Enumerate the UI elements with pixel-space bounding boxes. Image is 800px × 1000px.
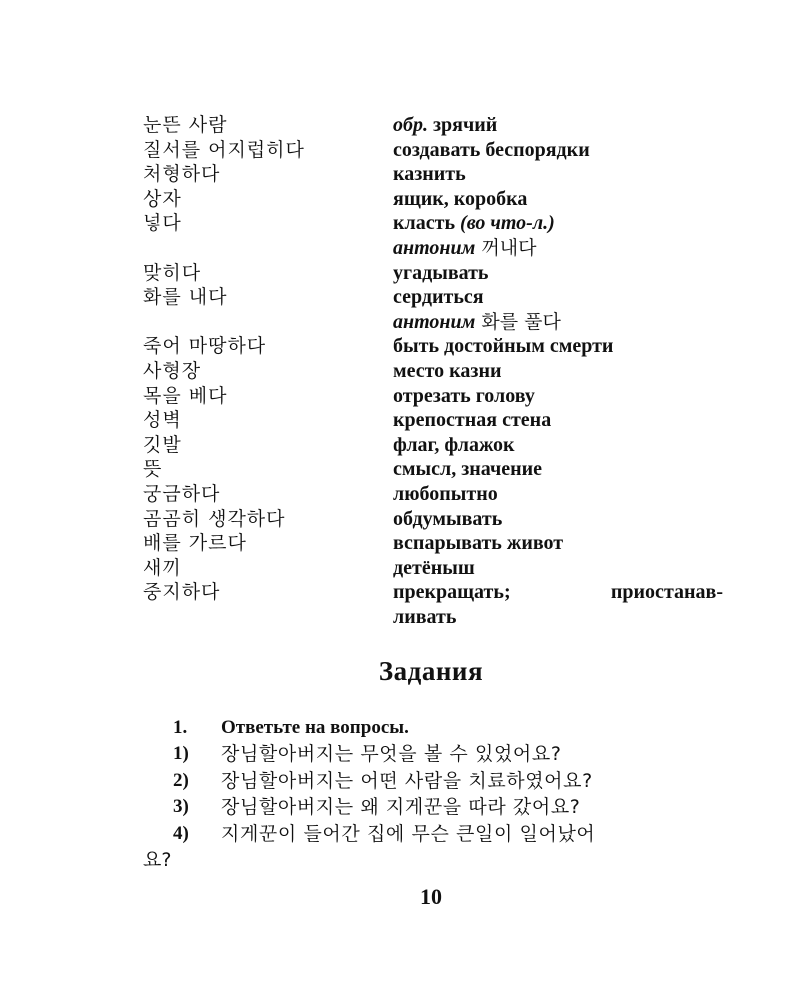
korean-term: 처형하다: [143, 163, 221, 186]
korean-term: 죽어 마땅하다: [143, 335, 267, 358]
korean-term: 깃발: [143, 433, 182, 456]
russian-translation: крепостная стена: [393, 409, 552, 432]
russian-translation: вспарывать живот: [393, 532, 564, 555]
korean-term: 새끼: [143, 556, 182, 579]
question-item: [143, 768, 723, 795]
antonym-label: антоним: [393, 310, 476, 333]
vocab-row: [143, 531, 723, 556]
vocab-row: [143, 507, 723, 532]
vocab-row: [143, 211, 723, 236]
antonym-note: [393, 236, 723, 261]
antonym-note: [393, 310, 723, 335]
question-item: [143, 821, 723, 848]
question-number: 4): [173, 822, 189, 844]
translation-continuation: ливать: [393, 605, 457, 628]
vocab-row: [143, 605, 723, 630]
tasks-section: [143, 715, 723, 874]
vocab-row: [143, 457, 723, 482]
russian-translation: ящик, коробка: [393, 187, 528, 210]
question-number: 1): [173, 743, 189, 764]
russian-translation: место казни: [393, 359, 502, 382]
russian-translation: флаг, флажок: [393, 433, 515, 456]
question-text: 장님할아버지는 무엇을 볼 수 있었어요?: [221, 743, 562, 765]
vocab-row: [143, 580, 723, 605]
korean-term: 곰곰히 생각하다: [143, 507, 286, 530]
russian-translation: [393, 580, 723, 605]
russian-translation: создавать беспорядки: [393, 138, 590, 161]
vocab-row: [143, 236, 723, 261]
section-heading: Задания: [378, 656, 484, 686]
russian-translation: [393, 113, 723, 138]
vocab-row: [143, 162, 723, 187]
question-text: 지게꾼이 들어간 집에 무슨 큰일이 일어났어: [221, 822, 596, 845]
question-item: [143, 741, 723, 768]
page-number: 10: [420, 884, 442, 909]
question-text: 장님할아버지는 어떤 사람을 치료하였어요?: [221, 769, 593, 792]
vocab-row: [143, 433, 723, 458]
task-header: [143, 715, 723, 741]
translation-text: класть: [393, 212, 461, 235]
question-text: 장님할아버지는 왜 지게꾼을 따라 갔어요?: [221, 796, 581, 818]
vocab-row: [143, 285, 723, 310]
korean-term: 질서를 어지럽히다: [143, 138, 305, 161]
korean-term: 상자: [143, 187, 182, 210]
question-continuation: 요?: [143, 849, 172, 871]
vocab-row: [143, 556, 723, 581]
task-number: 1.: [173, 717, 188, 738]
vocab-row: [143, 138, 723, 163]
vocab-row: [143, 384, 723, 409]
vocab-row: [143, 310, 723, 335]
korean-term: 눈뜬 사람: [143, 114, 228, 136]
russian-translation: любопытно: [393, 482, 498, 505]
korean-term: 배를 가르다: [143, 532, 247, 555]
vocabulary-list: [143, 113, 723, 629]
antonym-label: антоним: [393, 236, 476, 259]
antonym-korean: 화를 풀다: [475, 310, 561, 333]
question-item: [143, 794, 723, 821]
vocab-row: [143, 334, 723, 359]
korean-term: 중지하다: [143, 581, 221, 604]
task-title: Ответьте на вопросы.: [221, 717, 409, 738]
vocab-row: [143, 408, 723, 433]
russian-translation: смысл, значение: [393, 458, 543, 481]
translation-text: зрячий: [427, 114, 498, 136]
vocab-row: [143, 359, 723, 384]
vocab-row: [143, 187, 723, 212]
korean-term: 뜻: [143, 458, 163, 481]
russian-translation: [393, 211, 723, 236]
korean-term: 넣다: [143, 212, 182, 235]
question-number: 2): [173, 769, 189, 791]
translation-text: прекращать;: [393, 581, 511, 604]
korean-term: 궁금하다: [143, 482, 221, 505]
usage-note: (во что-л.): [460, 212, 555, 235]
antonym-korean: 꺼내다: [475, 236, 537, 259]
russian-translation: казнить: [393, 163, 466, 186]
korean-term: 화를 내다: [143, 286, 228, 309]
vocab-row: [143, 113, 723, 138]
korean-term: 성벽: [143, 409, 182, 432]
abbreviation-label: обр.: [393, 114, 428, 136]
vocab-row: [143, 261, 723, 286]
korean-term: 목을 베다: [143, 384, 228, 407]
russian-translation: сердиться: [393, 286, 484, 309]
question-number: 3): [173, 796, 189, 817]
russian-translation: обдумывать: [393, 507, 503, 530]
russian-translation: быть достойным смерти: [393, 335, 614, 358]
russian-translation: угадывать: [393, 261, 489, 284]
russian-translation: детёныш: [393, 556, 475, 579]
korean-term: 맞히다: [143, 261, 202, 284]
russian-translation: отрезать голову: [393, 384, 535, 407]
translation-text: приостанав-: [610, 581, 723, 604]
vocab-row: [143, 482, 723, 507]
korean-term: 사형장: [143, 359, 202, 382]
